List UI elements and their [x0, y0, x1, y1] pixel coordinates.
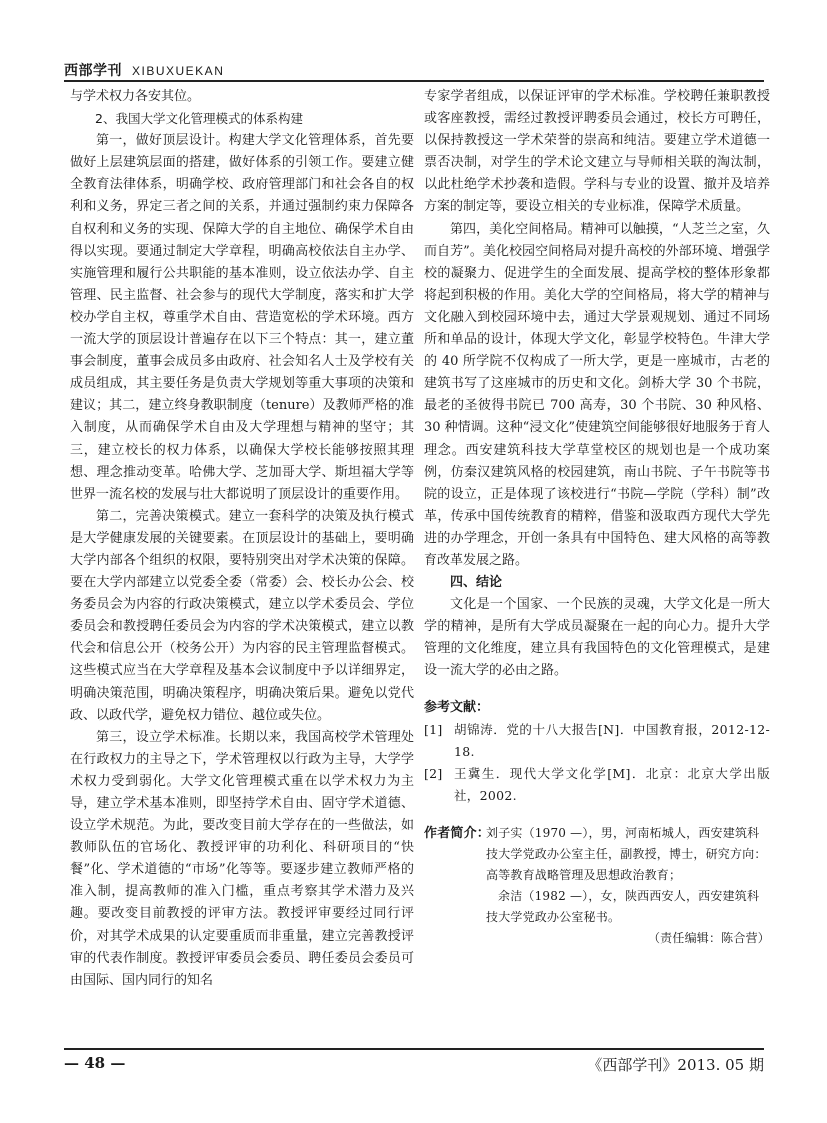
right-column-body — [424, 86, 770, 683]
body-paragraph: 与学术权力各安其位。 — [70, 89, 201, 104]
reference-text: 王冀生．现代大学文化学[M]．北京：北京大学出版社，2002. — [454, 765, 770, 803]
reference-number: [1] — [424, 721, 443, 737]
references-title: 参考文献： — [424, 699, 490, 715]
section-heading: 四、结论 — [450, 575, 503, 591]
body-paragraph: 文化是一个国家、一个民族的灵魂，大学文化是一所大学的精神，是所有大学成员凝聚在一起的向心力。提升大学管理的文化维度，建立具有我国特色的文化管理模式，是建设一流大学的必由之路。 — [424, 597, 770, 679]
journal-pinyin: XIBUXUEKAN — [132, 64, 225, 78]
author-intro — [424, 823, 770, 949]
footer-rule — [64, 1048, 764, 1050]
section-subheading: 2、我国大学文化管理模式的体系构建 — [95, 111, 303, 127]
reference-item — [424, 719, 770, 763]
issue-label: 《西部学刊》2013. 05 期 — [587, 1056, 764, 1074]
journal-title: 西部学刊 — [64, 63, 122, 79]
reference-item — [424, 763, 770, 807]
header-rule — [64, 80, 764, 82]
body-paragraph: 第三，设立学术标准。长期以来，我国高校学术管理处在行政权力的主导之下，学术管理权以行政为主导，大学学术权力受到弱化。大学文化管理模式重在以学术权力为主导，建立学术基本准则，即坚持学术自由、固守学术道德、设立学术规范。为此，要改变目前大学存在的一些做法，如教师队伍的官场化、教授评审的功利化、科研项目的“快餐”化、学术道德的“市场”化等等。要逐步建立教师严格的准入制，提高教师的准入门槛，重点考察其学术潜力及兴趣。要改变目前教授的评审方法。教授评审要经过同行评价，对其学术成果的认定要重质而非重量，建立完善教授评审的代表作制度。教授评审委员会委员、聘任委员会委员可由国际、国内同行的知名 — [70, 729, 414, 988]
author-intro-label: 作者简介： — [424, 826, 491, 841]
reference-number: [2] — [424, 765, 443, 781]
responsible-editor: （责任编辑：陈合营） — [647, 931, 770, 945]
body-paragraph: 专家学者组成，以保证评审的学术标准。学校聘任兼职教授或客座教授，需经过教授评聘委员会通过，校长方可聘任，以保持教授这一学术荣誉的崇高和纯洁。要建立学术道德一票否决制，对学生的学术论文建立与导师相关联的淘汰制，以此杜绝学术抄袭和造假。学科与专业的设置、撤并及培养方案的制定等，要设立相关的专业标准，保障学术质量。 — [424, 89, 770, 215]
author-line: 刘子实（1970 —），男，河南柘城人，西安建筑科技大学党政办公室主任，副教授，博士，研究方向：高等教育战略管理及思想政治教育； — [486, 826, 767, 882]
page-number: — 48 — — [64, 1054, 126, 1072]
references-list — [424, 719, 770, 807]
author-line: 余洁（1982 —），女，陕西西安人，西安建筑科技大学党政办公室秘书。 — [486, 889, 760, 924]
left-column — [70, 86, 414, 992]
reference-text: 胡锦涛．党的十八大报告[N]．中国教育报，2012-12-18. — [454, 721, 770, 759]
body-paragraph: 第一，做好顶层设计。构建大学文化管理体系，首先要做好上层建筑层面的搭建，做好体系的引领工作。要建立健全教育法律体系，明确学校、政府管理部门和社会各自的权利和义务，界定三者之间的关系，并通过强制约束力保障各自权利和义务的实现、保障大学的自主地位、确保学术自由得以实现。要通过制定大学章程，明确高校依法自主办学、实施管理和履行公共职能的基本准则，设立依法办学、自主管理、民主监督、社会参与的现代大学制度，落实和扩大学校办学自主权，尊重学术自由、营造宽松的学术环境。西方一流大学的顶层设计普遍存在以下三个特点：其一，建立董事会制度，董事会成员多由政府、社会知名人士及学校有关成员组成，其主要任务是负责大学规划等重大事项的决策和建议；其二，建立终身教职制度（tenure）及教师严格的准入制度，从而确保学术自由及大学理想与精神的坚守；其三，建立校长的权力体系，以确保大学校长能够按照其理想、理念推动变革。哈佛大学、芝加哥大学、斯坦福大学等世界一流名校的发展与壮大都说明了顶层设计的重要作用。 — [70, 133, 414, 502]
body-paragraph: 第二，完善决策模式。建立一套科学的决策及执行模式是大学健康发展的关键要素。在顶层设计的基础上，要明确大学内部各个组织的权限，要特别突出对学术决策的保障。要在大学内部建立以党委全委（常委）会、校长办公会、校务委员会为内容的行政决策模式，建立以学术委员会、学位委员会和教授聘任委员会为内容的学术决策模式，建立以教代会和信息公开（校务公开）为内容的民主管理监督模式。这些模式应当在大学章程及基本会议制度中予以详细界定，明确决策范围，明确决策程序，明确决策后果。避免以党代政、以政代学，避免权力错位、越位或失位。 — [70, 508, 414, 723]
running-header — [64, 60, 764, 82]
right-column — [424, 86, 770, 949]
body-paragraph: 第四，美化空间格局。精神可以触摸，“人芝兰之室，久而自芳”。美化校园空间格局对提升高校的外部环境、增强学校的凝聚力、促进学生的全面发展、提高学校的整体形象都将起到积极的作用。美化大学的空间格局，将大学的精神与文化融入到校园环境中去，通过大学景观规划、通过不同场所和单品的设计，体现大学文化，彰显学校特色。牛津大学的 40 所学院不仅构成了一所大学，更是一座城市，古老的建筑书写了这座城市的历史和文化。剑桥大学 30 个书院，最老的圣彼得书院已 700 高寿，30 个书院、30 种风格、30 种情调。这种“浸文化”使建筑空间能够很好地服务于育人理念。西安建筑科技大学草堂校区的规划也是一个成功案例，仿秦汉建筑风格的校园建筑，南山书院、子午书院等书院的设立，正是体现了该校进行“书院—学院（学科）制”改革，传承中国传统教育的精粹，借鉴和汲取西方现代大学先进的办学理念，开创一条具有中国特色、建大风格的高等教育改革发展之路。 — [424, 221, 770, 568]
